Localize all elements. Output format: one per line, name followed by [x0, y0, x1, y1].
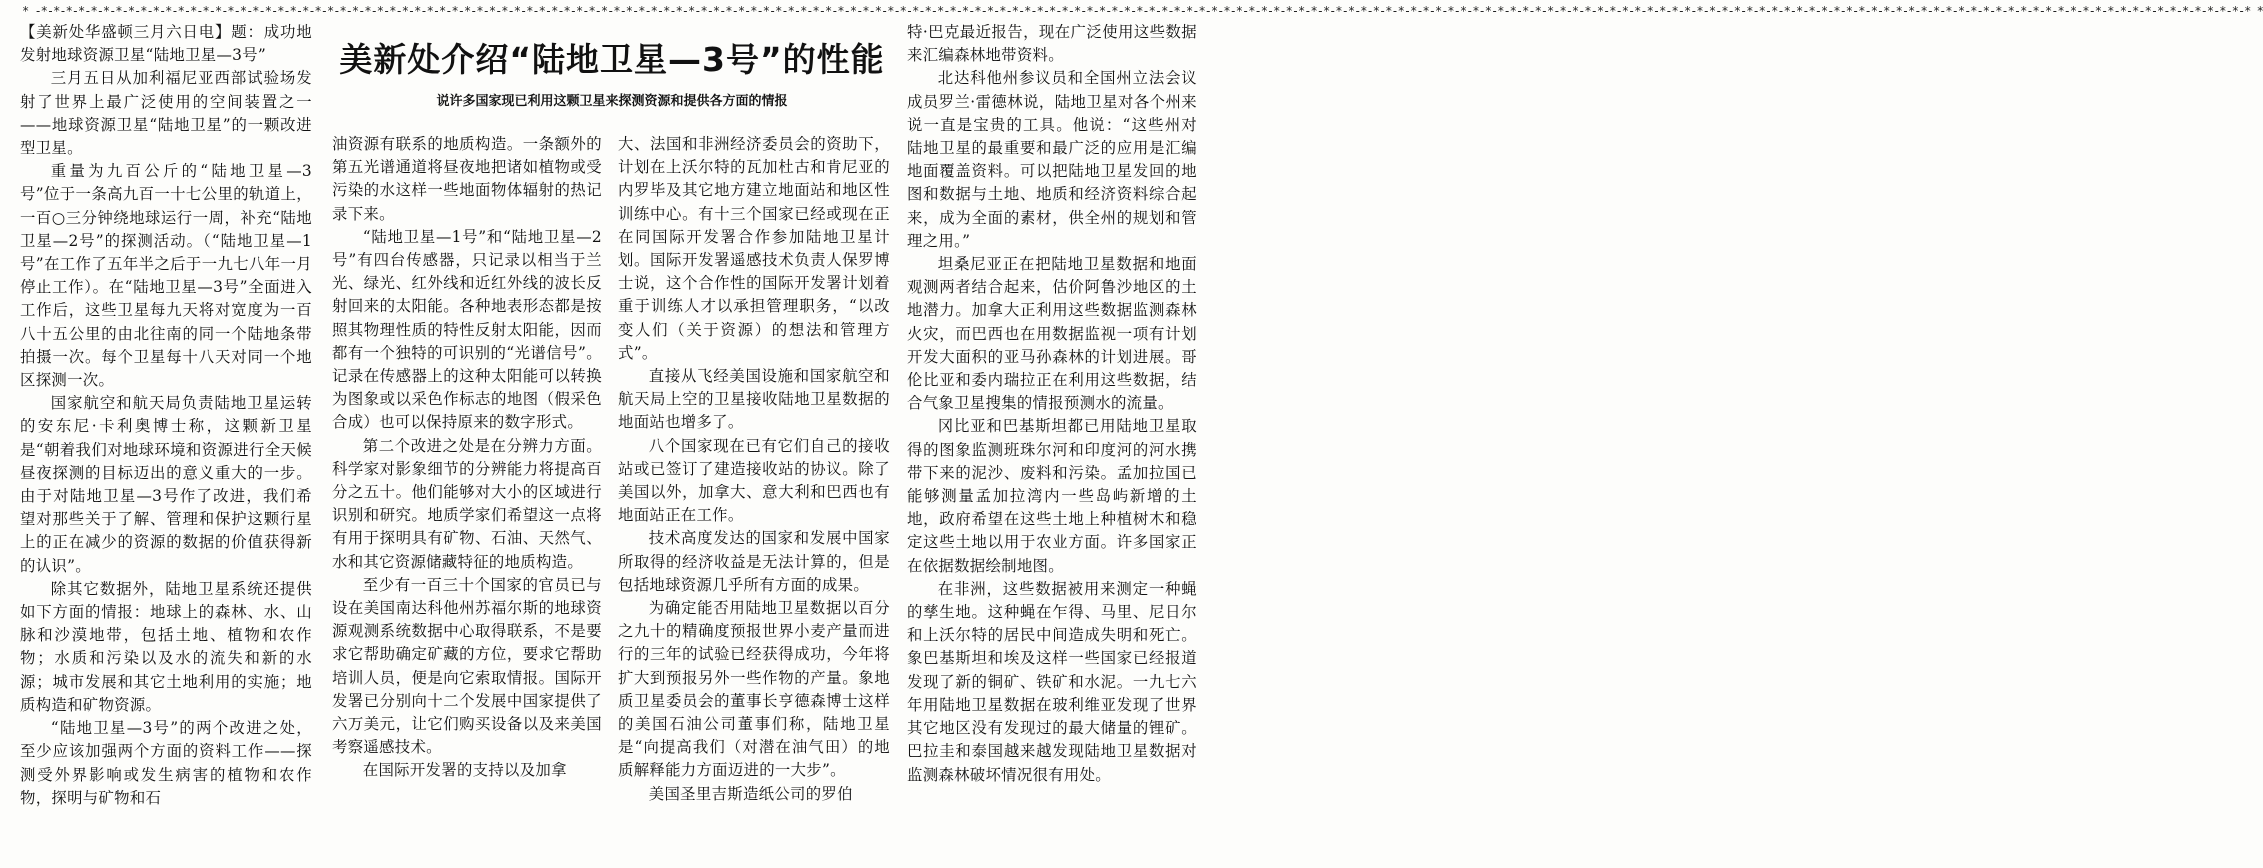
article-column-2 — [332, 133, 602, 863]
body-paragraph: 至少有一百三十个国家的官员已与设在美国南达科他州苏福尔斯的地球资源观测系统数据中心取得联系，不是要求它帮助确定矿藏的方位，要求它帮助培训人员，便是向它索取情报。国际开发署已分别向十二个发展中国家提供了六万美元，让它们购买设备以及来美国考察遥感技术。 — [332, 575, 602, 757]
body-paragraph: 在非洲，这些数据被用来测定一种蝇的孳生地。这种蝇在乍得、马里、尼日尔和上沃尔特的居民中间造成失明和死亡。象巴基斯坦和埃及这样一些国家已经报道发现了新的铜矿、铁矿和水泥。一九七六年用陆地卫星数据在玻利维亚发现了世界其它地区没有发现过的最大储量的锂矿。巴拉圭和泰国越来越发现陆地卫星数据对监测森林破坏情况很有用处。 — [907, 579, 1197, 784]
body-paragraph: 重量为九百公斤的“陆地卫星—3号”位于一条高九百一十七公里的轨道上，一百○三分钟绕地球运行一周，补充“陆地卫星—2号”的探测活动。（“陆地卫星—1号”在工作了五年半之后于一九七八年一月停止工作）。在“陆地卫星—3号”全面进入工作后，这些卫星每九天将对宽度为一百八十五公里的由北往南的同一个陆地条带拍摄一次。每个卫星每十八天对同一个地区探测一次。 — [20, 162, 312, 390]
article-subheadline: 说许多国家现已利用这颗卫星来探测资源和提供各方面的情报 — [436, 94, 788, 109]
body-paragraph: “陆地卫星—1号”和“陆地卫星—2号”有四台传感器，只记录以相当于兰光、绿光、红外线和近红外线的波长反射回来的太阳能。各种地表形态都是按照其物理性质的特性反射太阳能，因而都有一个独特的可识别的“光谱信号”。记录在传感器上的这种太阳能可以转换为图象或以采色作标志的地图（假采色合成）也可以保持原来的数字形式。 — [332, 227, 602, 432]
article-column-3 — [618, 133, 890, 863]
body-paragraph: 冈比亚和巴基斯坦都已用陆地卫星取得的图象监测班珠尔河和印度河的河水携带下来的泥沙、废料和污染。孟加拉国已能够测量孟加拉湾内一些岛屿新增的土地，政府希望在这些土地上种植树木和稳定这些土地以用于农业方面。许多国家正在依据数据绘制地图。 — [907, 417, 1197, 575]
body-paragraph: 特·巴克最近报告，现在广泛使用这些数据来汇编森林地带资料。 — [907, 23, 1197, 65]
body-paragraph: 三月五日从加利福尼亚西部试验场发射了世界上最广泛使用的空间装置之一——地球资源卫星“陆地卫星”的一颗改进型卫星。 — [20, 69, 312, 158]
body-paragraph: 北达科他州参议员和全国州立法会议成员罗兰·雷德林说，陆地卫星对各个州来说一直是宝贵的工具。他说：“这些州对陆地卫星的最重要和最广泛的应用是汇编地面覆盖资料。可以把陆地卫星发回的地图和数据与土地、地质和经济资料综合起来，成为全面的素材，供全州的规划和管理之用。” — [907, 69, 1197, 250]
article-column-4 — [907, 21, 1197, 863]
article-headline: 美新处介绍“陆地卫星—3号”的性能 — [339, 40, 885, 79]
body-paragraph: 直接从飞经美国设施和国家航空和航天局上空的卫星接收陆地卫星数据的地面站也增多了。 — [618, 367, 890, 432]
body-paragraph: 在国际开发署的支持以及加拿 — [362, 761, 567, 780]
body-paragraph: 油资源有联系的地质构造。一条额外的第五光谱通道将昼夜地把诸如植物或受污染的水这样一些地面物体辐射的热记录下来。 — [332, 135, 602, 223]
body-paragraph: 大、法国和非洲经济委员会的资助下，计划在上沃尔特的瓦加杜古和肯尼亚的内罗毕及其它地方建立地面站和地区性训练中心。有十三个国家已经或现在正在同国际开发署合作参加陆地卫星计划。国际开发署遥感技术负责人保罗博士说，这个合作性的国际开发署计划着重于训练人才以承担管理职务，“以改变人们（关于资源）的想法和管理方式”。 — [618, 135, 890, 362]
dateline-paragraph: 【美新处华盛顿三月六日电】题：成功地发射地球资源卫星“陆地卫星—3号” — [20, 23, 312, 65]
body-paragraph: 为确定能否用陆地卫星数据以百分之九十的精确度预报世界小麦产量而进行的三年的试验已经获得成功，今年将扩大到预报另外一些作物的产量。象地质卫星委员会的董事长亨德森博士这样的美国石油公司董事们称，陆地卫星是“向提高我们（对潜在油气田）的地质解释能力方面迈进的一大步”。 — [618, 599, 890, 780]
body-paragraph: 技术高度发达的国家和发展中国家所取得的经济收益是无法计算的，但是包括地球资源几乎所有方面的成果。 — [618, 529, 890, 594]
body-paragraph: 美国圣里吉斯造纸公司的罗伯 — [648, 784, 853, 803]
body-paragraph: 八个国家现在已有它们自己的接收站或已签订了建造接收站的协议。除了美国以外，加拿大、意大利和巴西也有地面站正在工作。 — [618, 436, 890, 525]
top-border: * -*-*-*-*-*-*-*-*-*-*-*-*-*-*-*-*-*-*-*-*-*-*-*-*-*-*-*-*-*-*-*-*-*-*-*-*-*-*-*-*-*-*-*-*-*-*-*-*-*-*-*-*-*-*-*-*-*-*-*-*-*-*-*-*-*-*-*-*-*-*-*-*-*-*-*-*-*-*-*-*-*-*-*-*-*-*-*-*-*-*-*-*-*-*-*-*-*-*-*-*-*-*-*-*-*-*-*-*-*-*-*-*-*-*-*-*-*-*-*-*-*-*-*-*-*-*-*-*-*-*-*-*-*-*-*-*-*-*-*-*-*-*-*-*-*-*-*-*-*-*-*-*-*-*-*-*-*-*-*-*-*-*-*-*-*-*-*-*-*-*-*-*-*-*-*-*-*-* * — [22, 4, 2263, 18]
body-paragraph: 国家航空和航天局负责陆地卫星运转的安东尼·卡利奥博士称，这颗新卫星是“朝着我们对地球环境和资源进行全天候昼夜探测的目标迈出的意义重大的一步。由于对陆地卫星—3号作了改进，我们希望对那些关于了解、管理和保护这颗行星上的正在减少的资源的数据的价值获得新的认识”。 — [20, 394, 312, 575]
article-column-1 — [20, 21, 312, 863]
body-paragraph: 坦桑尼亚正在把陆地卫星数据和地面观测两者结合起来，估价阿鲁沙地区的土地潜力。加拿大正利用这些数据监测森林火灾，而巴西也在用数据监视一项有计划开发大面积的亚马孙森林的计划进展。哥伦比亚和委内瑞拉正在利用这些数据，结合气象卫星搜集的情报预测水的流量。 — [907, 255, 1197, 413]
body-paragraph: “陆地卫星—3号”的两个改进之处，至少应该加强两个方面的资料工作——探测受外界影响或发生病害的植物和农作物，探明与矿物和石 — [20, 719, 312, 807]
body-paragraph: 除其它数据外，陆地卫星系统还提供如下方面的情报：地球上的森林、水、山脉和沙漠地带，包括土地、植物和农作物；水质和污染以及水的流失和新的水源；城市发展和其它土地利用的实施；地质构造和矿物资源。 — [20, 579, 312, 714]
body-paragraph: 第二个改进之处是在分辨力方面。科学家对影象细节的分辨能力将提高百分之五十。他们能够对大小的区域进行识别和研究。地质学家们希望这一点将有用于探明具有矿物、石油、天然气、水和其它资源储藏特征的地质构造。 — [332, 436, 602, 571]
